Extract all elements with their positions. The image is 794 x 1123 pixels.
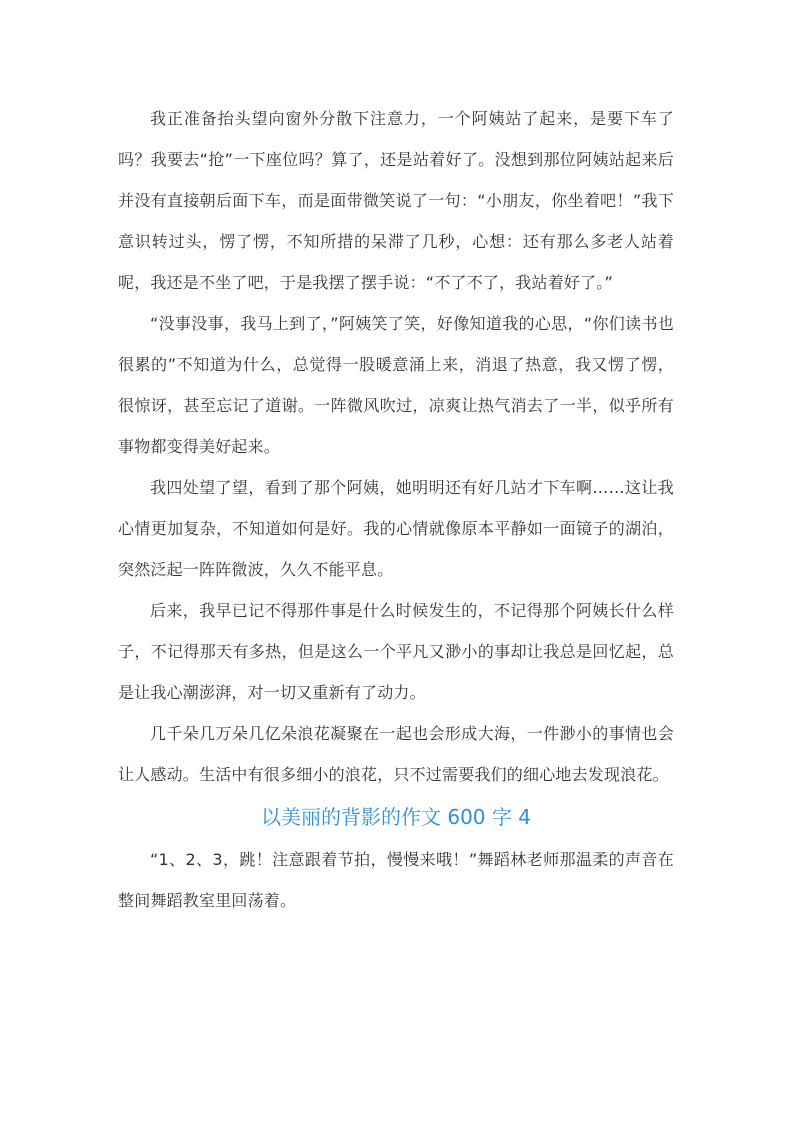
document-body: [118, 98, 674, 921]
section-heading: 以美丽的背影的作文 600 字 4: [261, 805, 531, 829]
paragraph-5: 几千朵几万朵几亿朵浪花凝聚在一起也会形成大海，一件渺小的事情也会让人感动。生活中有很多细小的浪花，只不过需要我们的细心地去发现浪花。: [118, 724, 674, 784]
paragraph-4: 后来，我早已记不得那件事是什么时候发生的，不记得那个阿姨长什么样子，不记得那天有多热，但是这么一个平凡又渺小的事却让我总是回忆起，总是让我心潮澎湃，对一切又重新有了动力。: [118, 601, 674, 702]
paragraph-2: “没事没事，我马上到了，”阿姨笑了笑，好像知道我的心思，“你们读书也很累的”不知道为什么，总觉得一股暖意涌上来，消退了热意，我又愣了愣，很惊讶，甚至忘记了道谢。一阵微风吹过，凉爽让热气消去了一半，似乎所有事物都变得美好起来。: [118, 314, 674, 456]
paragraph-1: 我正准备抬头望向窗外分散下注意力，一个阿姨站了起来，是要下车了吗？我要去“抢”一下座位吗？算了，还是站着好了。没想到那位阿姨站起来后并没有直接朝后面下车，而是面带微笑说了一句：“小朋友，你坐着吧！”我下意识转过头，愣了愣，不知所措的呆滞了几秒，心想：还有那么多老人站着呢，我还是不坐了吧，于是我摆了摆手说：“不了不了，我站着好了。”: [118, 109, 674, 292]
paragraph-3: 我四处望了望，看到了那个阿姨，她明明还有好几站才下车啊……这让我心情更加复杂，不知道如何是好。我的心情就像原本平静如一面镜子的湖泊，突然泛起一阵阵微波，久久不能平息。: [118, 478, 674, 579]
paragraph-6: “1、2、3，跳！注意跟着节拍，慢慢来哦！”舞蹈林老师那温柔的声音在整间舞蹈教室里回荡着。: [118, 850, 674, 910]
